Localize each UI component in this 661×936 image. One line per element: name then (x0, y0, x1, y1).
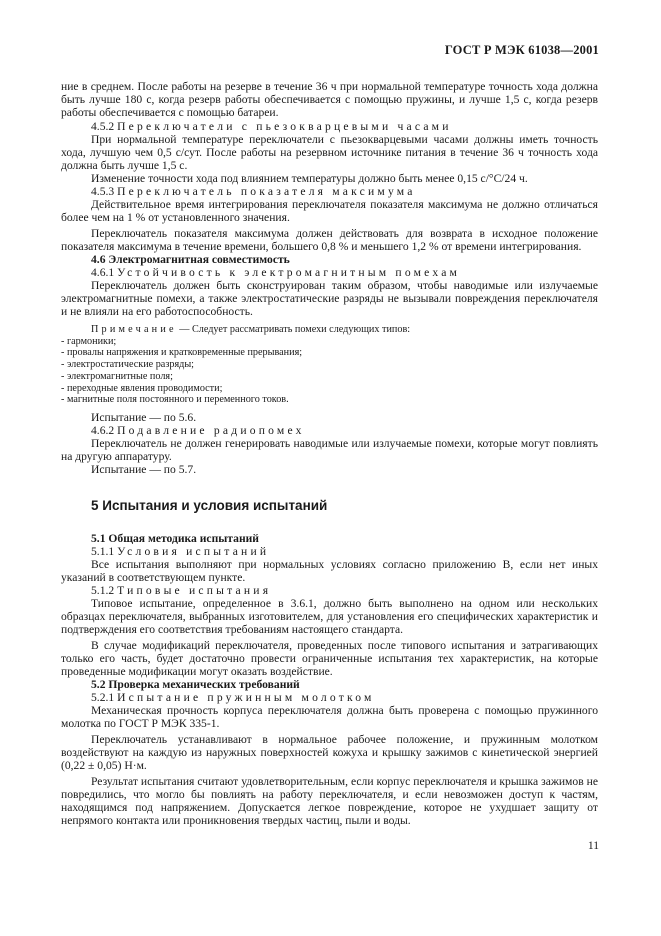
paragraph: Действительное время интегрирования переключателя показателя максимума не должно отличаться более чем на 1 % от установленного значения. (61, 198, 598, 224)
clause-heading: 4.6 Электромагнитная совместимость (91, 253, 290, 266)
clause-title: Переключатель показателя максимума (117, 185, 416, 198)
clause-title: Условия испытаний (117, 544, 270, 558)
test-reference: Испытание — по 5.7. (91, 462, 197, 476)
paragraph: Типовое испытание, определенное в 3.6.1, должно быть выполнено на одном или нескольких образцах переключателя, выбранных изготовителем, для установления его специфических характеристик и подтверждения его соответствия требованиям настоящего стандарта. (61, 596, 598, 636)
list-item: - провалы напряжения и кратковременные прерывания; (61, 347, 303, 359)
clause-title: Испытание пружинным молотком (117, 690, 375, 704)
paragraph: Результат испытания считают удовлетворительным, если корпус переключателя и крышка зажимов не повредились, что могло бы повлиять на работу переключателя, и если невозможен доступ к частям, находящимся под напряжением. Допускается легкое повреждение, которое не ухудшает защиту от непрямого контакта или проникновения твердых частиц, пыли и воды. (61, 774, 598, 827)
list-item: - электромагнитные поля; (61, 370, 173, 382)
subclause-heading (61, 185, 598, 198)
paragraph: Все испытания выполняют при нормальных условиях согласно приложению В, если нет иных указаний в соответствующем пункте. (61, 557, 598, 584)
paragraph: Механическая прочность корпуса переключателя должна быть проверена с помощью пружинного молотка по ГОСТ Р МЭК 335-1. (61, 703, 598, 730)
note (61, 324, 598, 336)
paragraph: При нормальной температуре переключатели с пьезокварцевыми часами должны иметь точность хода, лучшую чем 0,5 с/сут. После работы на резервном источнике питания в течение 36 ч точность хода должна быть лучше 1,5 с. (61, 133, 598, 172)
page-number: 11 (587, 839, 599, 852)
paragraph: Изменение точности хода под влиянием температуры должно быть менее 0,15 с/°С/24 ч. (91, 172, 528, 185)
subclause-heading (61, 691, 598, 704)
subclause-heading (61, 545, 598, 558)
page-header: ГОСТ Р МЭК 61038—2001 (444, 43, 599, 57)
clause-title: Типовые испытания (117, 583, 272, 597)
subclause-heading (61, 424, 598, 437)
paragraph: ние в среднем. После работы на резерве в течение 36 ч при нормальной температуре точность хода должна быть лучше 180 с, когда резерв работы обеспечивается с помощью пружины, и лучше 1,5 с, когда резерв работы обеспечивается с помощью батареи. (61, 80, 598, 119)
clause-heading: 5.1 Общая методика испытаний (91, 531, 259, 545)
clause-number: 4.6.2 (91, 423, 115, 437)
document-body (61, 80, 598, 827)
note-text: — Следует рассматривать помехи следующих типов: (176, 324, 411, 335)
clause-number: 4.6.1 (91, 266, 115, 279)
clause-title: Подавление радиопомех (117, 423, 305, 437)
subclause-heading (61, 584, 598, 597)
paragraph: Переключатель должен быть сконструирован таким образом, чтобы наводимые или излучаемые электромагнитные помехи, а также электростатические разряды не вызывали повреждения переключателя и не влияли на его работоспособность. (61, 279, 598, 318)
clause-number: 4.5.2 (91, 120, 115, 133)
subclause-heading (61, 266, 598, 279)
clause-title: Устойчивость к электромагнитным помехам (117, 266, 461, 279)
subclause-heading (61, 120, 598, 133)
test-reference: Испытание — по 5.6. (91, 410, 197, 424)
list-item: - электростатические разряды; (61, 359, 194, 371)
paragraph: Переключатель не должен генерировать наводимые или излучаемые помехи, которые могут повлиять на другую аппаратуру. (61, 436, 598, 463)
clause-heading: 5.2 Проверка механических требований (91, 677, 300, 691)
list-item: - переходные явления проводимости; (61, 382, 223, 394)
section-title: 5 Испытания и условия испытаний (91, 497, 328, 513)
list-item: - магнитные поля постоянного и переменного токов. (61, 394, 289, 406)
clause-number: 5.1.1 (91, 544, 115, 558)
paragraph: Переключатель устанавливают в нормальное рабочее положение, и пружинным молотком воздействуют на каждую из наружных поверхностей кожуха и крышку зажимов с кинетической энергией (0,22 ± 0,05) Н·м. (61, 732, 598, 772)
note-list (61, 336, 598, 406)
clause-title: Переключатели с пьезокварцевыми часами (117, 120, 452, 133)
clause-number: 5.2.1 (91, 690, 115, 704)
clause-number: 5.1.2 (91, 583, 115, 597)
clause-number: 4.5.3 (91, 185, 115, 198)
note-label: Примечание (91, 324, 177, 335)
list-item: - гармоники; (61, 335, 117, 347)
paragraph: Переключатель показателя максимума должен действовать для возврата в исходное положение показателя максимума в течение времени, большего 0,8 % и меньшего 1,2 % от времени интегрирования. (61, 227, 598, 253)
paragraph: В случае модификаций переключателя, проведенных после типового испытания и затрагивающих только его часть, будет достаточно провести ограниченные испытания тех характеристик, на которые проведенные модификации могут оказать воздействие. (61, 638, 598, 678)
